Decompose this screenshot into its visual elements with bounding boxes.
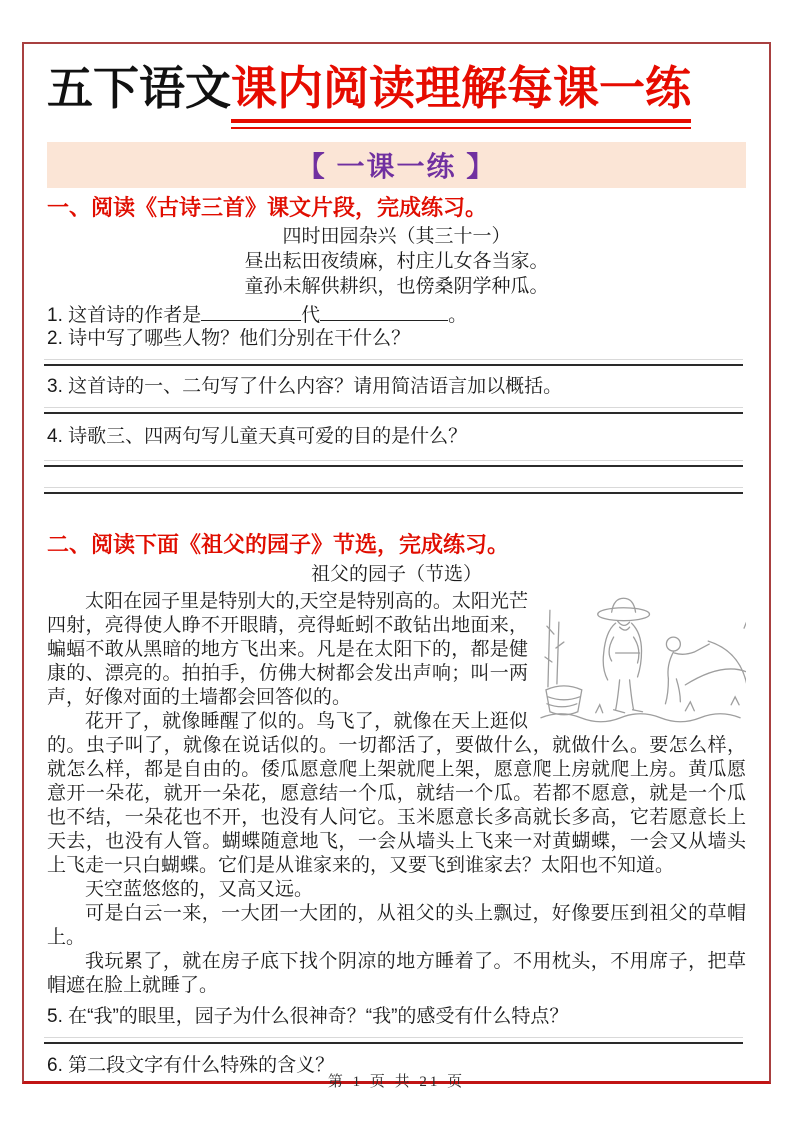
section1-heading: 一、阅读《古诗三首》课文片段，完成练习。 <box>47 195 488 220</box>
passage-paragraph: 花开了，就像睡醒了似的。鸟飞了，就像在天上逛似的。虫子叫了，就像在说话似的。一切都活了，要做什么，就做什么。要怎么样，就怎么样，都是自由的。倭瓜愿意爬上架就爬上架，愿意爬上房就爬上房。黄瓜愿意开一朵花，就开一朵花，愿意结一个瓜，就结一个瓜。若都不愿意，就是一个瓜也不结，一朵花也不开，也没有人问它。玉米愿意长多高就长多高，它若愿意长上天去，也没有人管。蝴蝶随意地飞，一会从墙头上飞来一对黄蝴蝶，一会又从墙头上飞走一只白蝴蝶。它们是从谁家来的，又要飞到谁家去？太阳也不知道。 <box>47 711 746 876</box>
page-number-footer: 第 1 页 共 21 页 <box>327 1074 466 1090</box>
lesson-practice-banner-label: 【 一课一练 】 <box>296 151 497 182</box>
answer-line <box>44 460 743 467</box>
poem-line: 童孙未解供耕织，也傍桑阴学种瓜。 <box>244 276 549 297</box>
worksheet-page-frame <box>22 42 771 1090</box>
lesson-practice-banner <box>47 142 746 188</box>
question-6: 6. 第二段文字有什么特殊的含义？ <box>47 1055 335 1076</box>
page-title-red-part: 课内阅读理解每课一练 <box>231 62 691 114</box>
question-1-end: 。 <box>448 305 468 326</box>
answer-line <box>44 407 743 414</box>
answer-line <box>44 359 743 366</box>
question-1-pre: 1. 这首诗的作者是 <box>47 305 202 326</box>
question-2: 2. 诗中写了哪些人物？他们分别在干什么？ <box>47 328 411 349</box>
answer-line <box>44 1037 743 1044</box>
question-5: 5. 在“我”的眼里，园子为什么很神奇？“我”的感受有什么特点？ <box>47 1006 569 1027</box>
question-1-mid: 代 <box>301 305 321 326</box>
passage-title: 祖父的园子（节选） <box>310 564 482 585</box>
answer-blank <box>201 303 301 321</box>
page-title <box>47 60 746 116</box>
reading-passage <box>47 590 746 999</box>
passage-paragraph: 可是白云一来，一大团一大团的，从祖父的头上飘过，好像要压到祖父的草帽上。 <box>47 903 746 948</box>
question-3: 3. 这首诗的一、二句写了什么内容？请用简洁语言加以概括。 <box>47 376 563 397</box>
passage-paragraph: 太阳在园子里是特别大的,天空是特别高的。太阳光芒四射，亮得使人睁不开眼睛，亮得蚯蚓不敢钻出地面来，蝙蝠不敢从黑暗的地方飞出来。凡是在太阳下的，都是健康的、漂亮的。拍拍手，仿佛大树都会发出声响；叫一两声，好像对面的土墙都会回答似的。 <box>47 591 528 708</box>
section2-heading: 二、阅读下面《祖父的园子》节选，完成练习。 <box>47 532 510 557</box>
poem-line: 昼出耘田夜绩麻，村庄儿女各当家。 <box>244 251 549 272</box>
poem-title: 四时田园杂兴（其三十一） <box>282 226 511 247</box>
question-4: 4. 诗歌三、四两句写儿童天真可爱的目的是什么？ <box>47 426 468 447</box>
page-title-black-part: 五下语文 <box>47 62 231 114</box>
answer-line <box>44 487 743 494</box>
question-1 <box>47 303 746 327</box>
answer-blank <box>320 303 448 321</box>
passage-paragraph: 天空蓝悠悠的，又高又远。 <box>85 879 314 900</box>
garden-sketch-illustration <box>536 592 746 725</box>
passage-paragraph: 我玩累了，就在房子底下找个阴凉的地方睡着了。不用枕头，不用席子，把草帽遮在脸上就睡了。 <box>47 951 746 996</box>
worksheet-content <box>24 60 769 1097</box>
